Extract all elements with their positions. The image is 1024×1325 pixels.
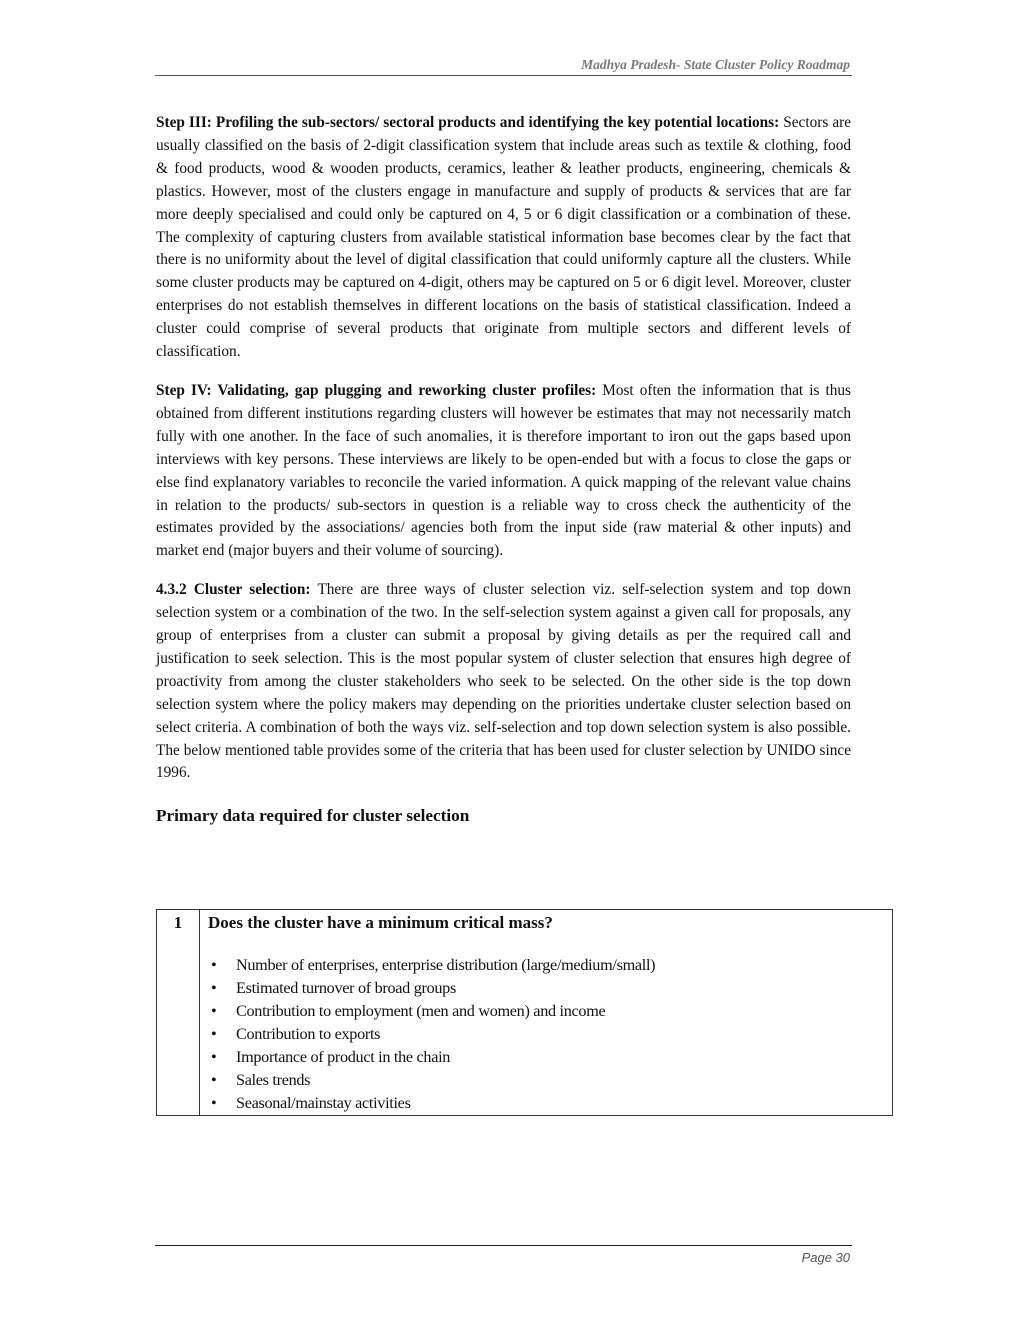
list-item-text: Sales trends [236,1071,311,1089]
bullet-icon: • [211,1094,217,1112]
list-item-text: Importance of product in the chain [236,1048,451,1066]
list-item [208,1023,892,1046]
list-item [208,1000,892,1023]
list-item [208,977,892,1000]
list-item-text: Estimated turnover of broad groups [236,979,456,997]
bullet-icon: • [211,979,217,997]
paragraph-text: Most often the information that is thus obtained from different institutions regarding clusters will however be estimates that may not necessarily match fully with one another. In the face of such anomalies, it is therefore important to iron out the gaps based upon interviews with key persons. These interviews are likely to be open-ended but with a focus to close the gaps or else find explanatory variables to reconcile the varied information. A quick mapping of the relevant value chains in relation to the products/ sub-sectors in question is a reliable way to cross check the authenticity of the estimates provided by the associations/ agencies both from the input side (raw material & other inputs) and market end (major buyers and their volume of sourcing). [156,381,851,560]
bullet-icon: • [211,956,217,974]
running-header: Madhya Pradesh- State Cluster Policy Roadmap [581,57,850,72]
paragraph-step-4 [156,380,851,563]
list-item [208,1046,892,1069]
paragraph-lead: Step III: Profiling the sub-sectors/ sectoral products and identifying the key potential locations: [156,114,780,131]
section-heading: Primary data required for cluster selection [156,806,470,826]
bullet-icon: • [211,1048,217,1066]
list-item [208,1092,892,1115]
body-text [156,112,851,845]
list-item-text: Contribution to employment (men and women) and income [236,1002,606,1020]
criteria-table [156,909,893,1116]
criteria-question: Does the cluster have a minimum critical mass? [208,913,553,932]
page-number: Page 30 [801,1250,850,1265]
bullet-icon: • [211,1002,217,1020]
paragraph-cluster-selection [156,579,851,785]
bullet-icon: • [211,1025,217,1043]
criteria-cell [200,910,893,1116]
list-item-text: Contribution to exports [236,1025,381,1043]
paragraph-text: There are three ways of cluster selection viz. self-selection system and top down selection system or a combination of the two. In the self-selection system against a given call for proposals, any group of enterprises from a cluster can submit a proposal by giving details as per the required call and justification to seek selection. This is the most popular system of cluster selection that ensures high degree of proactivity from among the cluster stakeholders who seek to be selected. On the other side is the top down selection system where the policy makers may depending on the priorities undertake cluster selection based on select criteria. A combination of both the ways viz. self-selection and top down selection system is also possible. The below mentioned table provides some of the criteria that has been used for cluster selection by UNIDO since 1996. [156,581,852,782]
bullet-icon: • [211,1071,217,1089]
list-item [208,954,892,977]
row-number: 1 [157,910,200,1116]
paragraph-step-3 [156,112,851,364]
list-item-text: Seasonal/mainstay activities [236,1094,411,1112]
table-row [157,910,893,1116]
footer-divider [155,1245,852,1246]
criteria-bullet-list [208,954,892,1115]
paragraph-lead: Step IV: Validating, gap plugging and reworking cluster profiles: [156,381,597,399]
paragraph-lead: 4.3.2 Cluster selection: [156,581,311,599]
list-item [208,1069,892,1092]
list-item-text: Number of enterprises, enterprise distribution (large/medium/small) [236,956,656,974]
header-divider [155,75,852,76]
paragraph-text: Sectors are usually classified on the basis of 2-digit classification system that include areas such as textile & clothing, food & food products, wood & wooden products, ceramics, leather & leather products, engineering, chemicals & plastics. However, most of the clusters engage in manufacture and supply of products & services that are far more deeply specialised and could only be captured on 4, 5 or 6 digit classification or a combination of these. The complexity of capturing clusters from available statistical information base becomes clear by the fact that there is no uniformity about the level of digital classification that could uniformly capture all the clusters. While some cluster products may be captured on 4-digit, others may be captured on 5 or 6 digit level. Moreover, cluster enterprises do not establish themselves in different locations on the basis of statistical classification. Indeed a cluster could comprise of several products that originate from multiple sectors and different levels of classification. [156,114,851,361]
